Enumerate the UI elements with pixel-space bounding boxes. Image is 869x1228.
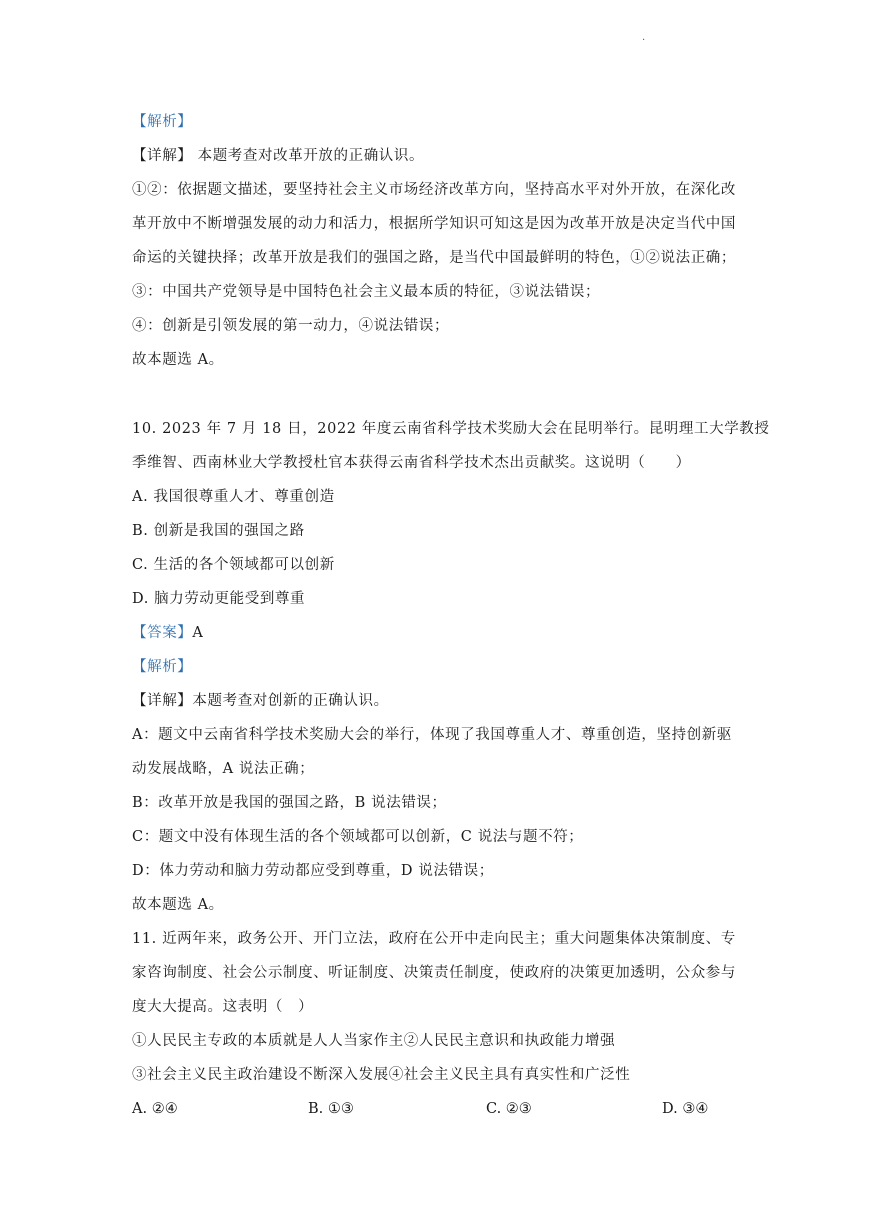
q10-option-d: D. 脑力劳动更能受到尊重 — [132, 591, 306, 607]
q10-stem-1: 10. 2023 年 7 月 18 日，2022 年度云南省科学技术奖励大会在昆明举行。昆明理工大学教授 — [132, 421, 770, 437]
q10-analysis-tag: 【解析】 — [132, 659, 193, 675]
q9-line-2: 革开放中不断增强发展的动力和活力，根据所学知识可知这是因为改革开放是决定当代中国 — [132, 216, 736, 232]
q9-analysis-tag: 【解析】 — [132, 114, 193, 130]
q9-line-3: 命运的关键抉择；改革开放是我们的强国之路，是当代中国最鲜明的特色，①②说法正确； — [132, 250, 736, 266]
q11-option-c: C. ②③ — [486, 1101, 532, 1117]
q10-line-1: A：题文中云南省科学技术奖励大会的举行，体现了我国尊重人才、尊重创造，坚持创新驱 — [132, 727, 732, 743]
q10-detail: 【详解】本题考查对创新的正确认识。 — [132, 693, 389, 709]
q11-stem-2: 家咨询制度、社会公示制度、听证制度、决策责任制度，使政府的决策更加透明，公众参与 — [132, 965, 736, 981]
q11-statement-2: ③社会主义民主政治建设不断深入发展④社会主义民主具有真实性和广泛性 — [132, 1067, 631, 1083]
q9-line-6: 故本题选 A。 — [132, 352, 224, 368]
q10-answer-value: A — [192, 625, 204, 641]
q10-option-c: C. 生活的各个领域都可以创新 — [132, 557, 335, 573]
q10-line-3: B：改革开放是我国的强国之路，B 说法错误； — [132, 795, 447, 811]
q9-line-4: ③：中国共产党领导是中国特色社会主义最本质的特征，③说法错误； — [132, 284, 601, 300]
q10-line-5: D：体力劳动和脑力劳动都应受到尊重，D 说法错误； — [132, 863, 494, 879]
q10-line-2: 动发展战略，A 说法正确； — [132, 761, 315, 777]
q10-line-6: 故本题选 A。 — [132, 897, 224, 913]
q10-option-a: A. 我国很尊重人才、尊重创造 — [132, 489, 335, 505]
q11-option-b: B. ①③ — [308, 1101, 354, 1117]
q11-stem-1: 11. 近两年来，政务公开、开门立法，政府在公开中走向民主；重大问题集体决策制度、专 — [132, 931, 736, 947]
q11-option-a: A. ②④ — [132, 1101, 178, 1117]
header-mark: . — [642, 32, 646, 43]
q10-answer-tag: 【答案】 — [132, 625, 193, 641]
q10-line-4: C：题文中没有体现生活的各个领域都可以创新，C 说法与题不符； — [132, 829, 584, 845]
q10-option-b: B. 创新是我国的强国之路 — [132, 523, 305, 539]
q9-detail: 【详解】 本题考查对改革开放的正确认识。 — [132, 148, 425, 164]
q11-statement-1: ①人民民主专政的本质就是人人当家作主②人民民主意识和执政能力增强 — [132, 1033, 616, 1049]
q11-option-d: D. ③④ — [662, 1101, 709, 1117]
q11-stem-3: 度大大提高。这表明（ ） — [132, 999, 314, 1015]
q9-line-1: ①②：依据题文描述，要坚持社会主义市场经济改革方向，坚持高水平对外开放，在深化改 — [132, 182, 736, 198]
q10-answer — [132, 623, 203, 643]
q9-line-5: ④：创新是引领发展的第一动力，④说法错误； — [132, 318, 450, 334]
q10-stem-2: 季维智、西南林业大学教授杜官本获得云南省科学技术杰出贡献奖。这说明（ ） — [132, 455, 691, 471]
